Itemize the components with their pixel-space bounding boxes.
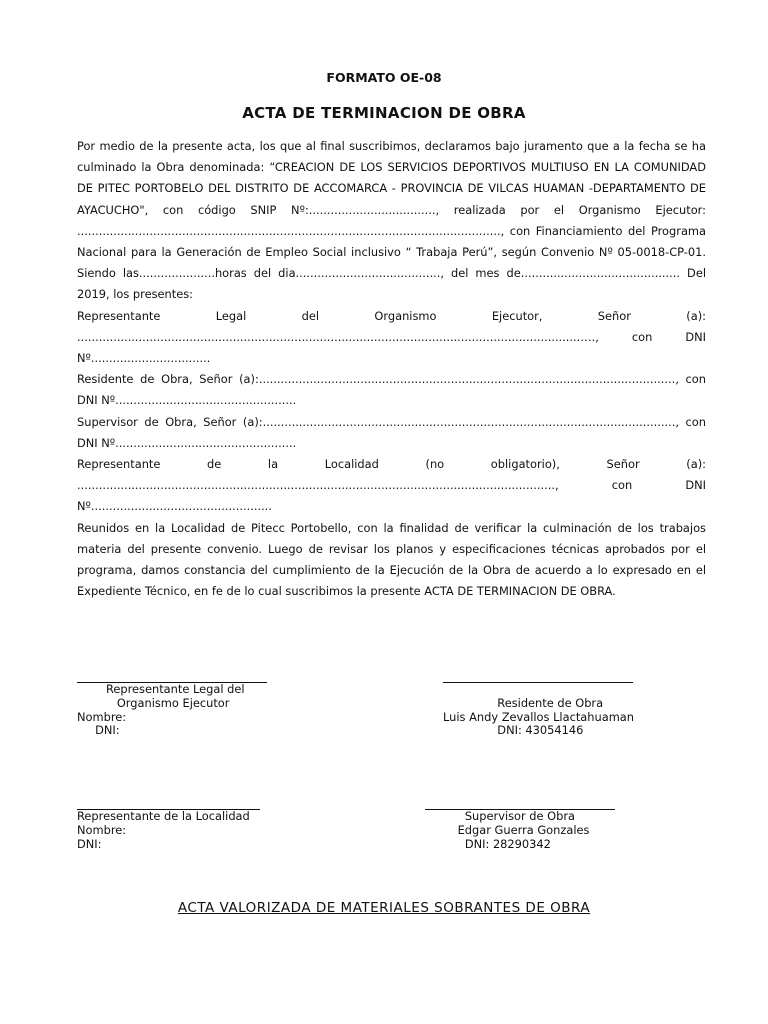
signature-supervisor xyxy=(425,809,685,851)
signature-role: Supervisor de Obra xyxy=(425,809,576,823)
residente-paragraph: Residente de Obra, Señor (a):..................................................................................................................., con DNI Nº.................................................. xyxy=(77,372,706,408)
signature-name: Nombre: xyxy=(77,709,127,724)
signature-role: Residente de Obra xyxy=(443,695,604,710)
document-title: ACTA DE TERMINACION DE OBRA xyxy=(242,104,526,122)
signature-role: Representante Legal del xyxy=(77,682,245,696)
signature-dni: DNI: xyxy=(77,836,102,851)
supervisor-paragraph: Supervisor de Obra, Señor (a):.................................................................................................................., con DNI Nº.................................................. xyxy=(77,414,706,450)
rep-legal-paragraph: Representante Legal del Organismo Ejecutor, Señor (a): ...........................................................................................................................................…., con DNI Nº................................. xyxy=(77,308,706,366)
signature-role: Organismo Ejecutor xyxy=(77,695,230,710)
document-body xyxy=(77,136,706,602)
signature-name: Luis Andy Zevallos Llactahuaman xyxy=(443,709,634,724)
closing-paragraph: Reunidos en la Localidad de Pitecc Portobello, con la finalidad de verificar la culminación de los trabajos materia del presente convenio. Luego de revisar los planos y especificaciones técnicas aprobados por el programa, damos constancia del cumplimiento de la Ejecución de la Obra de acuerdo a lo expresado en el Expediente Técnico, en fe de lo cual suscribimos la presente ACTA DE TERMINACION DE OBRA. xyxy=(77,520,706,599)
signature-dni: DNI: 43054146 xyxy=(443,723,584,738)
next-section-title: ACTA VALORIZADA DE MATERIALES SOBRANTES DE OBRA xyxy=(177,900,591,916)
signature-rep-legal xyxy=(77,682,327,738)
signature-role: Representante de la Localidad xyxy=(77,809,250,823)
rep-localidad-paragraph: Representante de la Localidad (no obligatorio), Señor (a): ...................................................................................................................................., con DNI Nº.................................................. xyxy=(77,457,706,514)
signature-residente xyxy=(443,682,703,738)
form-code: FORMATO OE-08 xyxy=(326,70,442,85)
intro-paragraph: Por medio de la presente acta, los que al final suscribimos, declaramos bajo juramento que a la fecha se ha culminado la Obra denominada: “CREACION DE LOS SERVICIOS DEPORTIVOS MULTIUSO EN LA COMUNIDAD DE PITEC PORTOBELO DEL DISTRITO DE ACCOMARCA - PROVINCIA DE VILCAS HUAMAN -DEPARTAMENTO DE AYACUCHO", con código SNIP Nº:..................................., realizada por el Organismo Ejecutor: ....................................................................................................................., con Financiamiento del Programa Nacional para la Generación de Empleo Social inclusivo “ Trabaja Perú”, según Convenio Nº 05-0018-CP-01. Siendo las.....................horas del dia........................................, del mes de............................................ Del 2019, los presentes: xyxy=(77,139,706,302)
signature-dni: DNI: xyxy=(77,723,120,738)
signature-name: Nombre: xyxy=(77,822,127,837)
signature-name: Edgar Guerra Gonzales xyxy=(425,822,590,837)
signature-dni: DNI: 28290342 xyxy=(425,836,551,851)
signature-rep-localidad xyxy=(77,809,327,851)
